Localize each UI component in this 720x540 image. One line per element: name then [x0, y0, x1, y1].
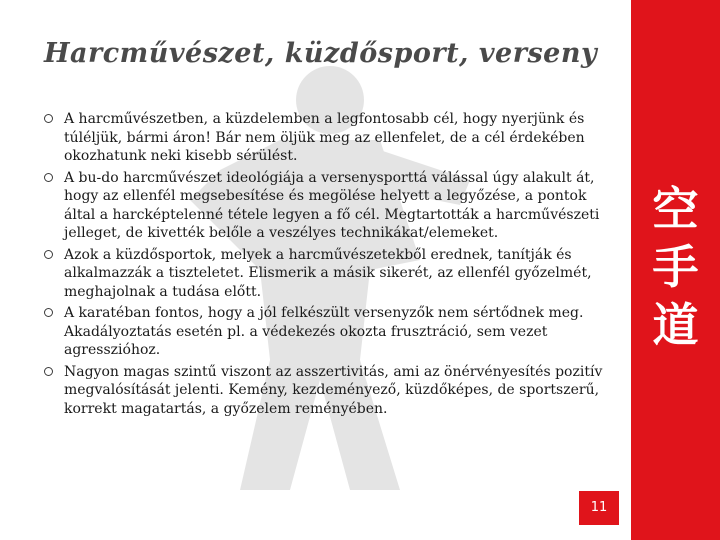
bullet-item: [44, 169, 619, 243]
bullet-icon: [44, 308, 53, 317]
bullet-icon: [44, 250, 53, 259]
bullet-item: [44, 246, 619, 302]
bullet-icon: [44, 367, 53, 376]
bullet-item: [44, 110, 619, 166]
karate-do-kanji: [631, 180, 720, 354]
bullet-item: [44, 363, 619, 419]
bullet-text: Azok a küzdősportok, melyek a harcművészetekből erednek, tanítják és alkalmazzák a tiszteletet. Elismerik a másik sikerét, az ellenfél győzelmét, meghajolnak a tudása előtt.: [64, 246, 592, 300]
kanji-character: 空: [652, 182, 699, 236]
bullet-icon: [44, 114, 53, 123]
bullet-text: A harcművészetben, a küzdelemben a legfontosabb cél, hogy nyerjünk és túléljük, bármi áron! Bár nem öljük meg az ellenfelet, de a cél érdekében okozhatunk neki kisebb sérülést.: [64, 111, 585, 164]
bullet-text: A bu-do harcművészet ideológiája a versenysporttá válással úgy alakult át, hogy az ellenfél megsebesítése és megölése helyett a legyőzése, a pontok által a harcképtelenné tétele legyen a fő cél. Megtartották a harcművészeti jelleget, de kivették belőle a veszélyes technikákat/elemeket.: [64, 169, 600, 241]
bullet-text: Nagyon magas szintű viszont az asszertivitás, ami az önérvényesítés pozitív megvalósítását jelenti. Kemény, kezdeményező, küzdőképes, de sportszerű, korrekt magatartás, a győzelem reményében.: [64, 363, 603, 417]
bullet-list: [44, 110, 619, 421]
bullet-icon: [44, 173, 53, 182]
page-number: 11: [579, 491, 619, 525]
bullet-item: [44, 304, 619, 360]
bullet-text: A karatéban fontos, hogy a jól felkészült versenyzők nem sértődnek meg. Akadályoztatás esetén pl. a védekezés okozta frusztráció, sem vezet agresszióhoz.: [64, 305, 584, 358]
kanji-character: 道: [652, 298, 699, 352]
kanji-character: 手: [652, 240, 699, 294]
slide-title: Harcművészet, küzdősport, verseny: [44, 38, 598, 69]
